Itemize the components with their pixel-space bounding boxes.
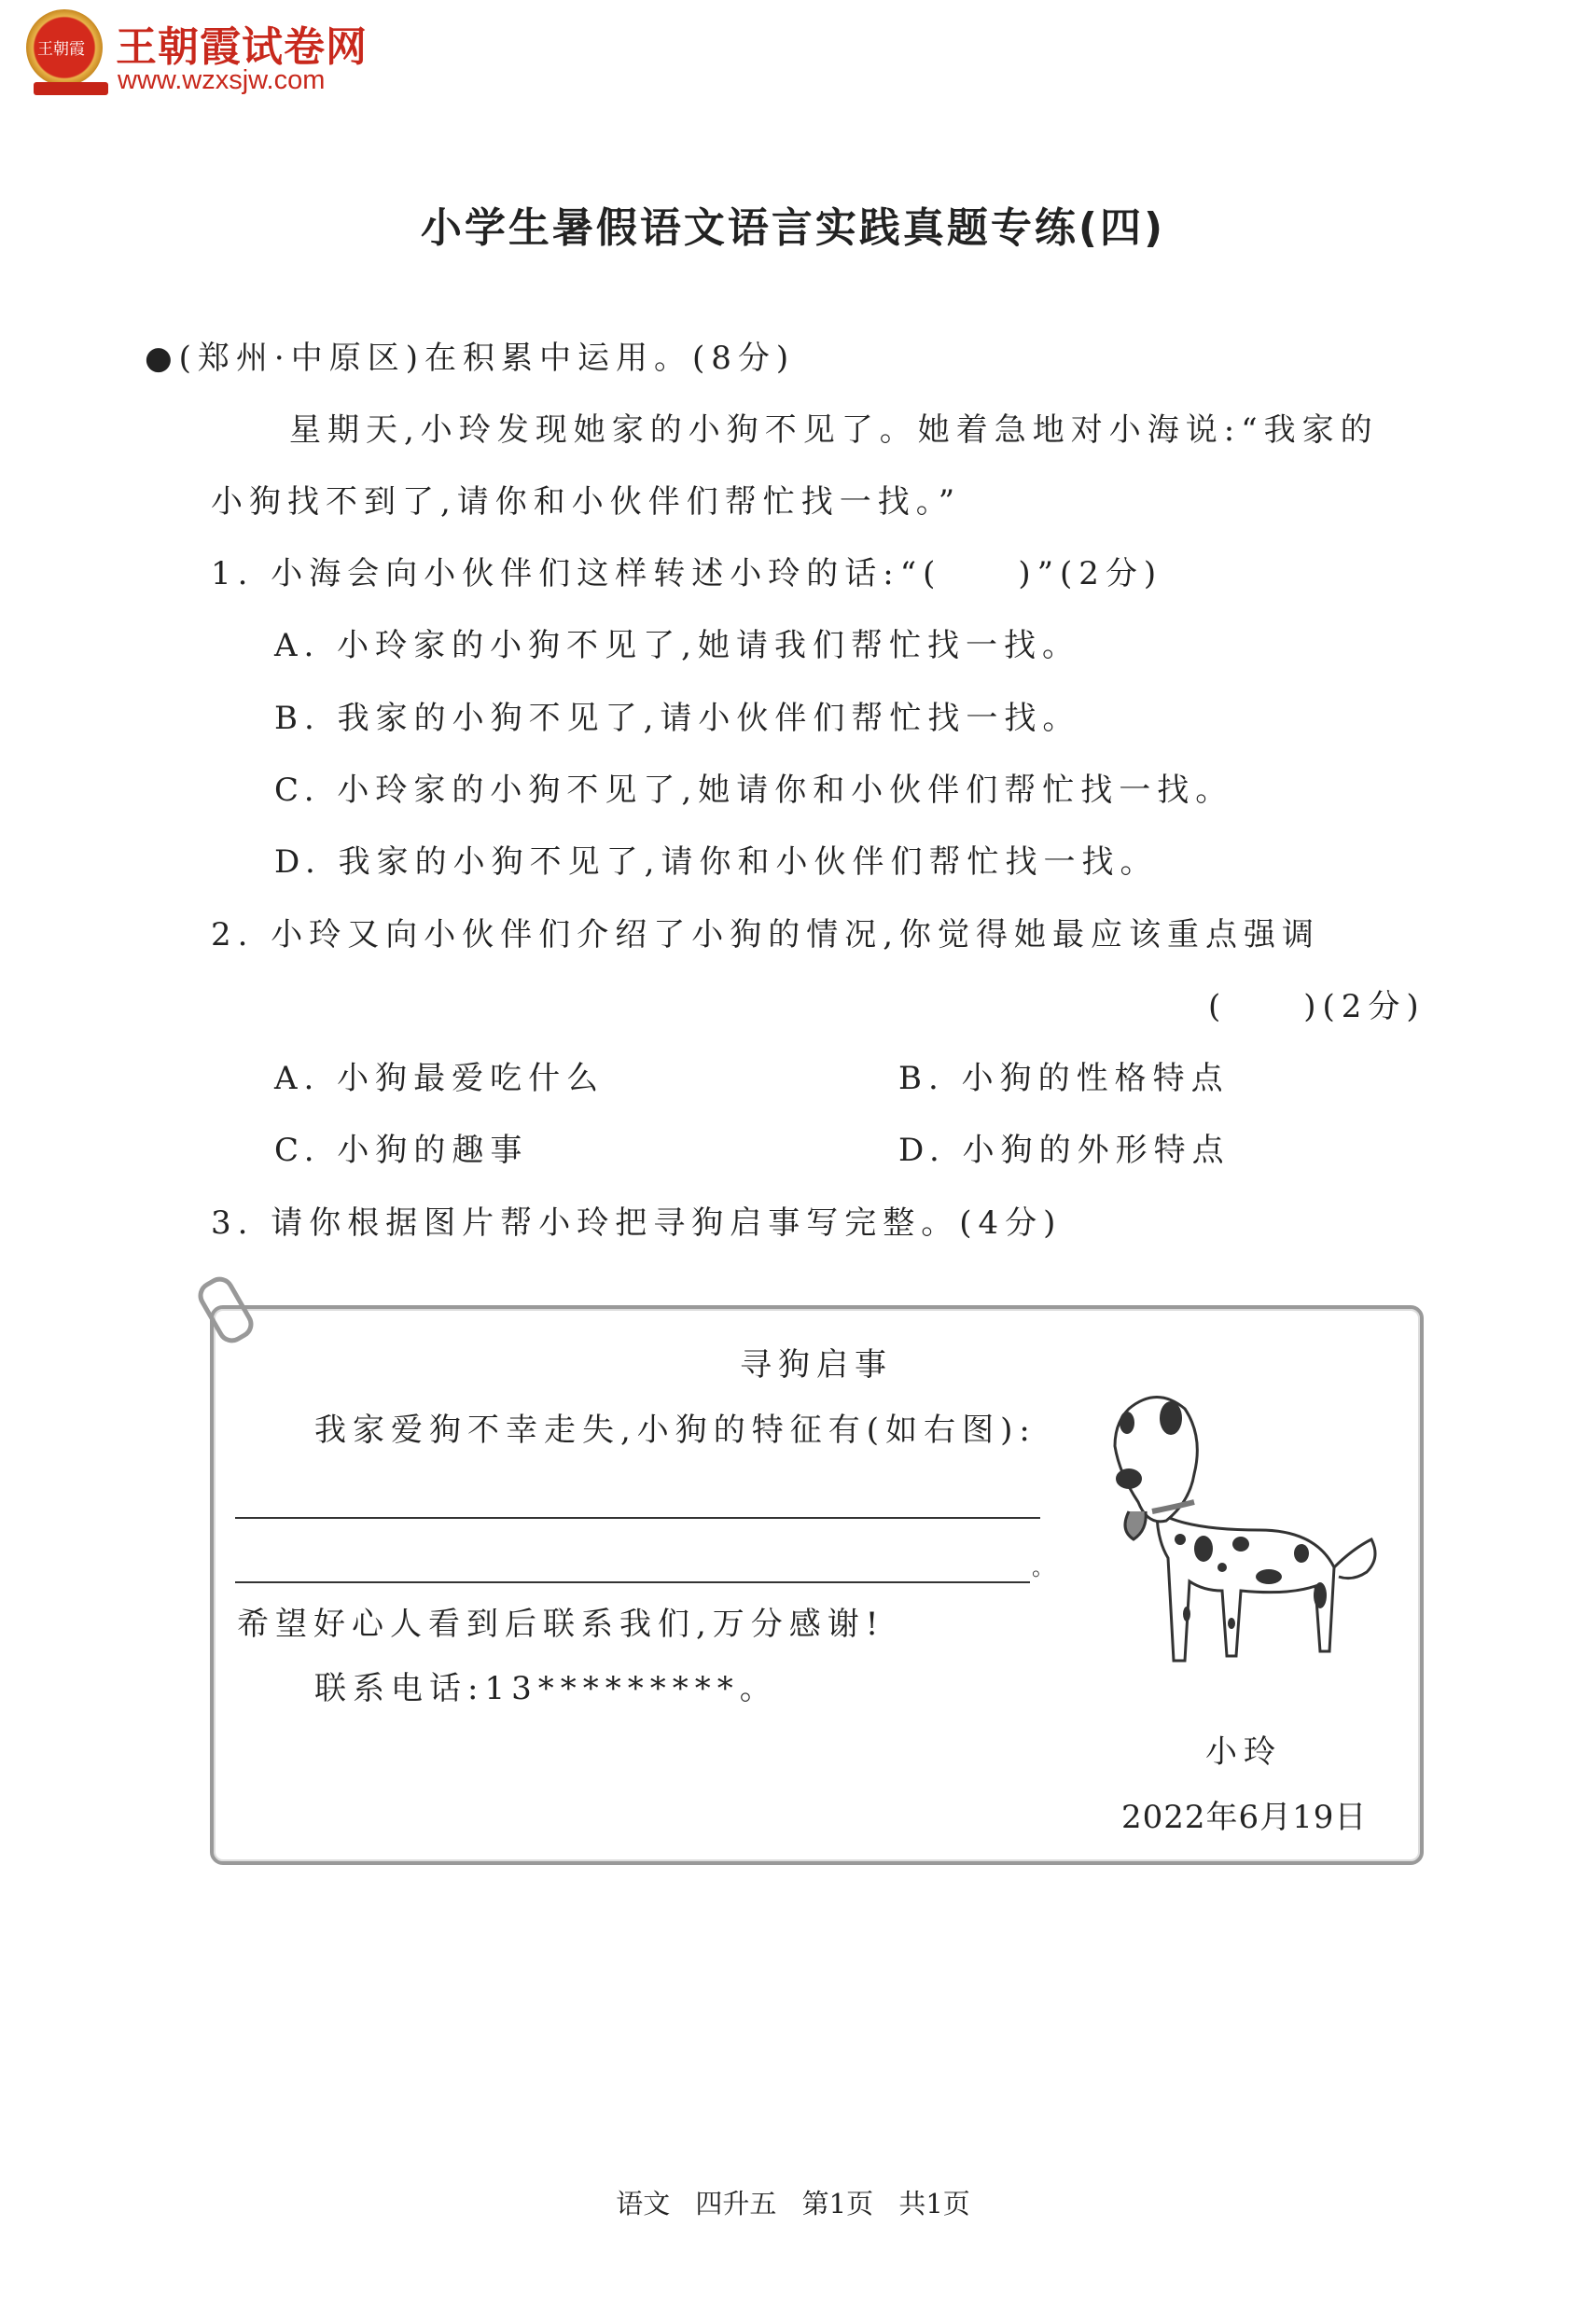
question-1-option-c: C. 小玲家的小狗不见了,她请你和小伙伴们帮忙找一找。 [274,772,1234,809]
logo-badge-icon: 王朝霞 [26,9,103,86]
question-1-option-a: A. 小玲家的小狗不见了,她请我们帮忙找一找。 [274,627,1080,664]
question-3-stem: 3. 请你根据图片帮小玲把寻狗启事写完整。(4分) [211,1204,1063,1242]
question-1-stem: 1. 小海会向小伙伴们这样转述小玲的话:“( )”(2分) [211,555,1163,592]
notice-line-2: 希望好心人看到后联系我们,万分感谢! [237,1606,885,1643]
answer-line-2[interactable] [235,1581,1030,1583]
site-url: www.wzxsjw.com [118,65,326,95]
notice-phone: 联系电话:13*********。 [314,1670,778,1707]
answer-line-1[interactable] [235,1517,1040,1519]
intro-line-1: 星期天,小玲发现她家的小狗不见了。她着急地对小海说:“我家的 [289,411,1379,449]
notice-date: 2022年6月19日 [1121,1799,1368,1836]
page-title: 小学生暑假语文语言实践真题专练(四) [420,204,1166,252]
question-1-option-b: B. 我家的小狗不见了,请小伙伴们帮忙找一找。 [274,700,1081,737]
question-2-option-c: C. 小狗的趣事 [274,1132,529,1169]
notice-title: 寻狗启事 [740,1346,893,1384]
question-2-option-a: A. 小狗最爱吃什么 [274,1060,605,1097]
question-2-stem: 2. 小玲又向小伙伴们介绍了小狗的情况,你觉得她最应该重点强调 [211,916,1321,953]
section-heading: ●(郑州·中原区)在积累中运用。(8分) [145,340,796,377]
page-footer: 语文 四升五 第1页 共1页 [616,2188,970,2220]
logo-ribbon [34,82,108,95]
notice-signature: 小玲 [1205,1733,1282,1771]
dalmatian-dog-illustration [1101,1390,1390,1670]
brand-name: 王朝霞试卷网 [116,23,368,71]
question-1-option-d: D. 我家的小狗不见了,请你和小伙伴们帮忙找一找。 [274,843,1159,881]
question-2-score: ( )(2分) [1208,988,1426,1025]
notice-line-1: 我家爱狗不幸走失,小狗的特征有(如右图): [314,1412,1036,1449]
question-2-option-b: B. 小狗的性格特点 [898,1060,1230,1097]
intro-line-2: 小狗找不到了,请你和小伙伴们帮忙找一找。” [211,483,962,521]
end-mark: 。 [1032,1554,1061,1580]
question-2-option-d: D. 小狗的外形特点 [898,1132,1231,1169]
